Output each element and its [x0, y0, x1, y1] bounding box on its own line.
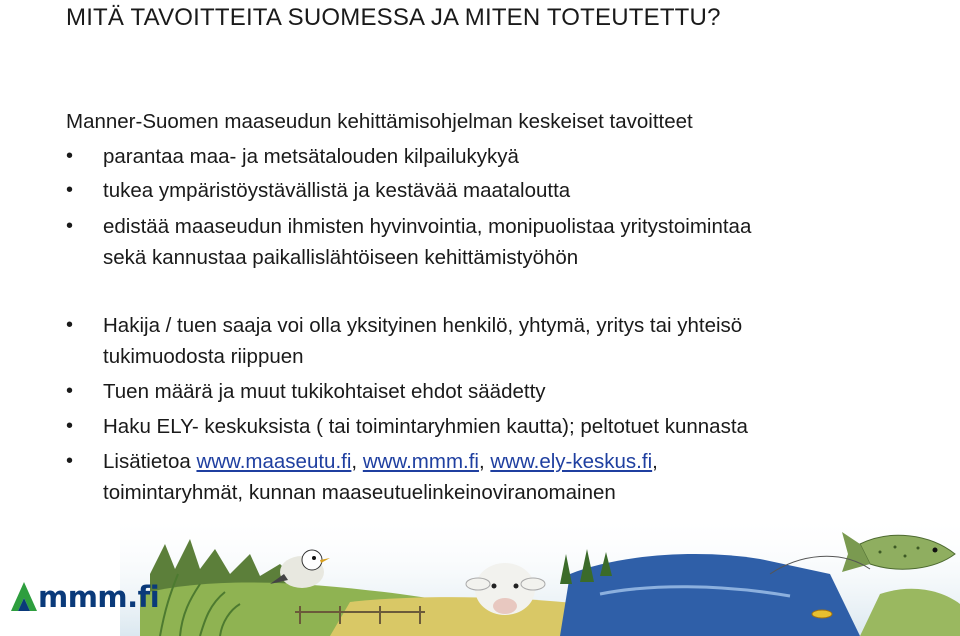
info-line2: toimintaryhmät, kunnan maaseutuelinkeinoviranomainen: [103, 481, 616, 504]
goal-text-line1: edistää maaseudun ihmisten hyvinvointia, monipuolistaa yritystoimintaa: [103, 215, 752, 238]
detail-text: Haku ELY- keskuksista ( tai toimintaryhmien kautta); peltotuet kunnasta: [103, 415, 748, 438]
goal-text-line2: sekä kannustaa paikallislähtöiseen kehittämistyöhön: [103, 246, 579, 269]
bullet-dot: •: [66, 450, 74, 472]
detail-text-line2: tukimuodosta riippuen: [103, 345, 304, 368]
detail-applicant: [66, 310, 946, 372]
fishing-lure: [812, 610, 832, 618]
goal-text: tukea ympäristöystävällistä ja kestävää maataloutta: [103, 179, 571, 202]
section-heading: Manner-Suomen maaseudun kehittämisohjelman keskeiset tavoitteet: [66, 110, 693, 133]
bullet-dot: •: [66, 215, 74, 237]
slide-title: MITÄ TAVOITTEITA SUOMESSA JA MITEN TOTEUTETTU?: [66, 4, 721, 31]
goal-text: [103, 211, 946, 273]
bullet-dot: •: [66, 145, 74, 167]
info-suffix: ,: [652, 450, 658, 473]
info-separator: ,: [478, 450, 491, 473]
bullet-dot: •: [66, 380, 74, 402]
detail-text-line1: Hakija / tuen saaja voi olla yksityinen henkilö, yhtymä, yritys tai yhteisö: [103, 314, 743, 337]
link-mmm[interactable]: www.mmm.fi: [362, 450, 479, 473]
info-text: [103, 446, 946, 508]
detail-amount: [66, 376, 946, 407]
detail-application: [66, 411, 946, 442]
info-separator: ,: [351, 450, 363, 473]
goal-competitiveness: [66, 141, 946, 172]
landscape-illustration: [0, 514, 960, 636]
detail-more-info: [66, 446, 946, 508]
goal-text: parantaa maa- ja metsätalouden kilpailukykyä: [103, 145, 519, 168]
bullet-dot: •: [66, 314, 74, 336]
detail-text: Tuen määrä ja muut tukikohtaiset ehdot säädetty: [103, 380, 546, 403]
logo-text: mmm.fi: [38, 580, 160, 614]
link-ely-keskus[interactable]: www.ely-keskus.fi: [490, 450, 653, 473]
info-line1: [103, 450, 658, 473]
goal-environment: [66, 175, 946, 206]
goal-wellbeing: [66, 211, 946, 273]
link-maaseutu[interactable]: www.maaseutu.fi: [196, 450, 352, 473]
bullet-dot: •: [66, 415, 74, 437]
detail-text: [103, 310, 946, 372]
info-prefix: Lisätietoa: [103, 450, 197, 473]
bullet-dot: •: [66, 179, 74, 201]
